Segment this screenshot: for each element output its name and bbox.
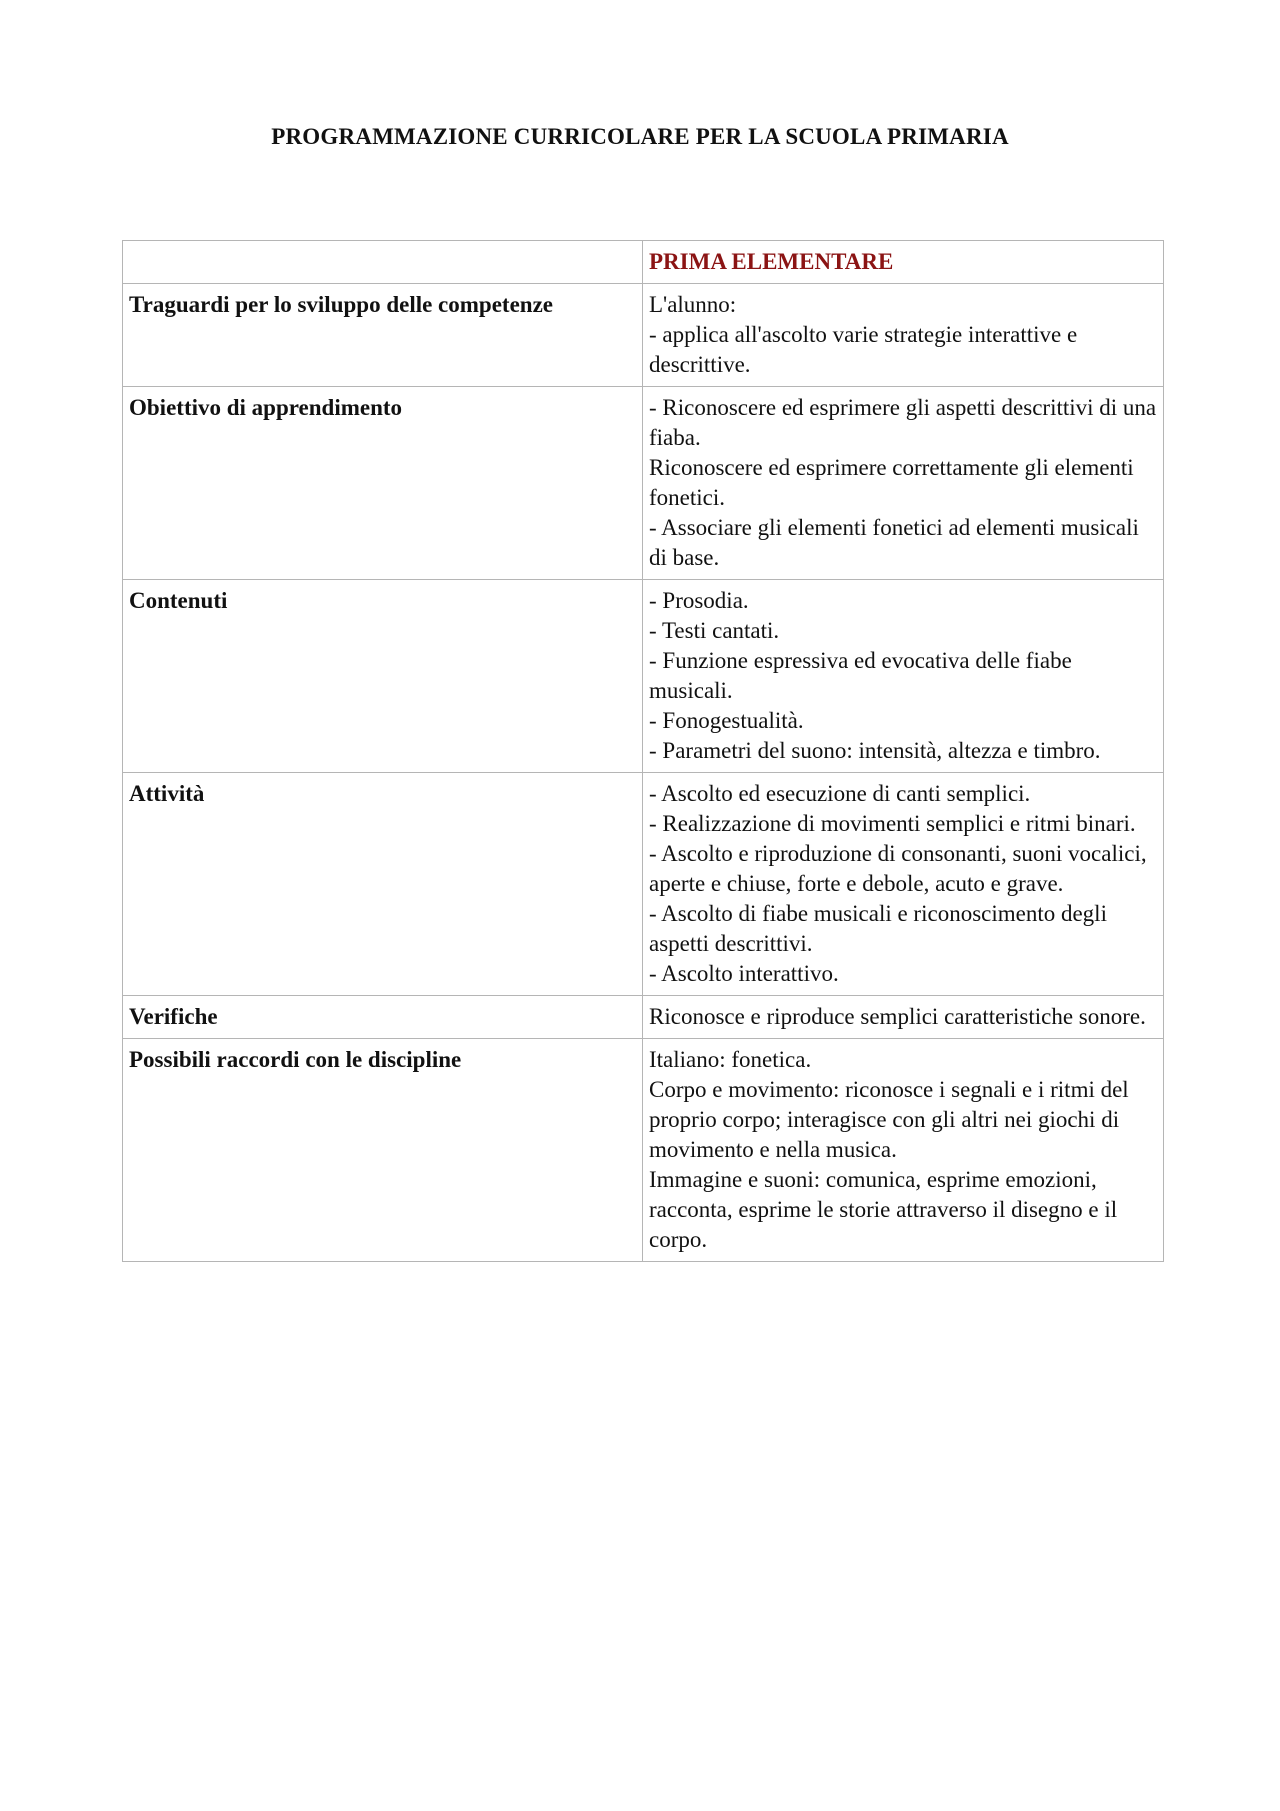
- row-value: [643, 996, 1164, 1039]
- row-label: Obiettivo di apprendimento: [123, 387, 643, 580]
- table-header-row: [123, 241, 1164, 284]
- row-label: Verifiche: [123, 996, 643, 1039]
- row-value: [643, 387, 1164, 580]
- row-value-line: - Parametri del suono: intensità, altezza e timbro.: [649, 738, 1101, 763]
- row-value-line: - Funzione espressiva ed evocativa delle fiabe musicali.: [649, 648, 1072, 703]
- table-row-verifiche: [123, 996, 1164, 1039]
- row-label: Traguardi per lo sviluppo delle competenze: [123, 284, 643, 387]
- row-value: [643, 773, 1164, 996]
- row-value-line: Italiano: fonetica.: [649, 1047, 812, 1072]
- row-value-line: - Ascolto di fiabe musicali e riconoscimento degli aspetti descrittivi.: [649, 901, 1107, 956]
- row-value-line: - Fonogestualità.: [649, 708, 804, 733]
- row-label: Attività: [123, 773, 643, 996]
- row-value-line: Riconoscere ed esprimere correttamente gli elementi fonetici.: [649, 455, 1134, 510]
- row-value-line: - Ascolto e riproduzione di consonanti, suoni vocalici, aperte e chiuse, forte e debole, acuto e grave.: [649, 841, 1147, 896]
- table-row-raccordi: [123, 1039, 1164, 1262]
- row-value-line: - Riconoscere ed esprimere gli aspetti descrittivi di una fiaba.: [649, 395, 1157, 450]
- table-row-contenuti: [123, 580, 1164, 773]
- header-label-cell: [123, 241, 643, 284]
- row-value-line: - Prosodia.: [649, 588, 749, 613]
- row-value-line: L'alunno:: [649, 292, 737, 317]
- row-value: [643, 580, 1164, 773]
- table-row-attivita: [123, 773, 1164, 996]
- row-value-line: - Ascolto ed esecuzione di canti semplici.: [649, 781, 1031, 806]
- row-value-line: - Testi cantati.: [649, 618, 780, 643]
- row-label: Possibili raccordi con le discipline: [123, 1039, 643, 1262]
- row-value-line: - applica all'ascolto varie strategie interattive e descrittive.: [649, 322, 1078, 377]
- row-value-line: Corpo e movimento: riconosce i segnali e i ritmi del proprio corpo; interagisce con gli altri nei giochi di movimento e nella musica.: [649, 1077, 1129, 1162]
- curriculum-table: [122, 240, 1164, 1262]
- row-value-line: Riconosce e riproduce semplici caratteristiche sonore.: [649, 1004, 1146, 1029]
- row-value-line: - Associare gli elementi fonetici ad elementi musicali di base.: [649, 515, 1139, 570]
- row-value-line: Immagine e suoni: comunica, esprime emozioni, racconta, esprime le storie attraverso il disegno e il corpo.: [649, 1167, 1118, 1252]
- row-value-line: - Ascolto interattivo.: [649, 961, 839, 986]
- row-label: Contenuti: [123, 580, 643, 773]
- document-title: PROGRAMMAZIONE CURRICOLARE PER LA SCUOLA PRIMARIA: [271, 124, 1009, 149]
- row-value: [643, 284, 1164, 387]
- header-grade-cell: PRIMA ELEMENTARE: [643, 241, 1164, 284]
- table-row-traguardi: [123, 284, 1164, 387]
- row-value: [643, 1039, 1164, 1262]
- table-row-obiettivo: [123, 387, 1164, 580]
- row-value-line: - Realizzazione di movimenti semplici e ritmi binari.: [649, 811, 1136, 836]
